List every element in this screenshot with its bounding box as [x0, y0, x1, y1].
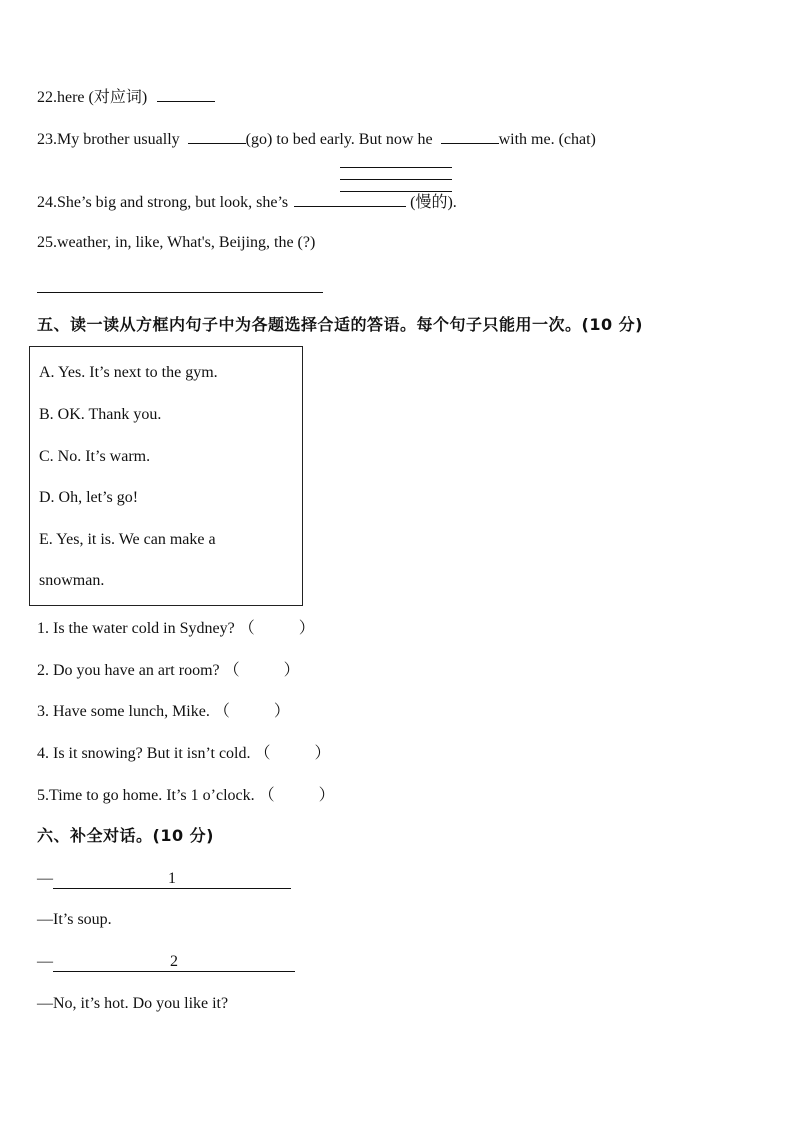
dialogue-line-4	[37, 994, 228, 1014]
question-22	[37, 87, 215, 108]
answer-blank-22[interactable]	[157, 87, 215, 102]
option-b: B. OK. Thank you.	[39, 406, 162, 423]
question-24-part-b: (慢的).	[410, 194, 457, 211]
dialogue-text: No, it’s hot. Do you like it?	[53, 995, 229, 1012]
answer-blank-24[interactable]	[294, 192, 406, 207]
question-22-text: 22.here (对应词)	[37, 89, 148, 106]
dialogue-line-2	[37, 910, 112, 930]
matching-question-text: 3. Have some lunch, Mike.	[37, 703, 210, 720]
answer-blank-23a[interactable]	[188, 129, 246, 144]
answer-line[interactable]	[340, 167, 452, 168]
matching-question-3	[37, 702, 290, 722]
matching-question-text: 4. Is it snowing? But it isn’t cold.	[37, 745, 251, 762]
option-d: D. Oh, let’s go!	[39, 489, 139, 506]
dialogue-blank-2[interactable]	[53, 953, 295, 972]
dialogue-line-3	[37, 952, 295, 972]
blank-number: 1	[168, 870, 176, 887]
option-e-continued: snowman.	[39, 572, 105, 589]
question-24-part-a: 24.She’s big and strong, but look, she’s	[37, 194, 289, 211]
question-25	[37, 233, 315, 253]
dialogue-line-1	[37, 869, 291, 889]
blank-number: 2	[170, 953, 178, 970]
section-5-heading: 五、读一读从方框内句子中为各题选择合适的答语。每个句子只能用一次。(10 分)	[37, 315, 643, 334]
matching-question-1	[37, 619, 315, 639]
answer-bracket[interactable]: （ ）	[254, 745, 331, 762]
answer-bracket[interactable]: （ ）	[223, 662, 300, 679]
matching-question-2	[37, 661, 300, 681]
answer-line-25[interactable]	[37, 292, 323, 293]
section-6-heading: 六、补全对话。(10 分)	[37, 826, 214, 845]
option-e: E. Yes, it is. We can make a	[39, 531, 216, 548]
dialogue-dash: —	[37, 995, 53, 1012]
dialogue-blank-1[interactable]	[53, 870, 291, 889]
question-23	[37, 129, 596, 150]
matching-question-text: 1. Is the water cold in Sydney?	[37, 620, 235, 637]
matching-question-text: 2. Do you have an art room?	[37, 662, 220, 679]
matching-question-5	[37, 786, 335, 806]
answer-bracket[interactable]: （ ）	[258, 787, 335, 804]
option-c: C. No. It’s warm.	[39, 448, 151, 465]
matching-question-4	[37, 744, 331, 764]
question-23-part-c: with me. (chat)	[498, 131, 596, 148]
question-25-text: 25.weather, in, like, What's, Beijing, the (?)	[37, 234, 316, 251]
answer-bracket[interactable]: （ ）	[238, 620, 315, 637]
answer-line[interactable]	[340, 179, 452, 180]
answer-bracket[interactable]: （ ）	[213, 703, 290, 720]
matching-question-text: 5.Time to go home. It’s 1 o’clock.	[37, 787, 255, 804]
question-23-part-b: (go) to bed early. But now he	[245, 131, 437, 148]
dialogue-dash: —	[37, 911, 53, 928]
dialogue-dash: —	[37, 870, 53, 887]
dialogue-dash: —	[37, 953, 53, 970]
question-23-part-a: 23.My brother usually	[37, 131, 184, 148]
answer-blank-23b[interactable]	[441, 129, 499, 144]
question-24	[37, 192, 457, 213]
option-a: A. Yes. It’s next to the gym.	[39, 364, 218, 381]
dialogue-text: It’s soup.	[53, 911, 112, 928]
choice-box	[29, 346, 303, 606]
